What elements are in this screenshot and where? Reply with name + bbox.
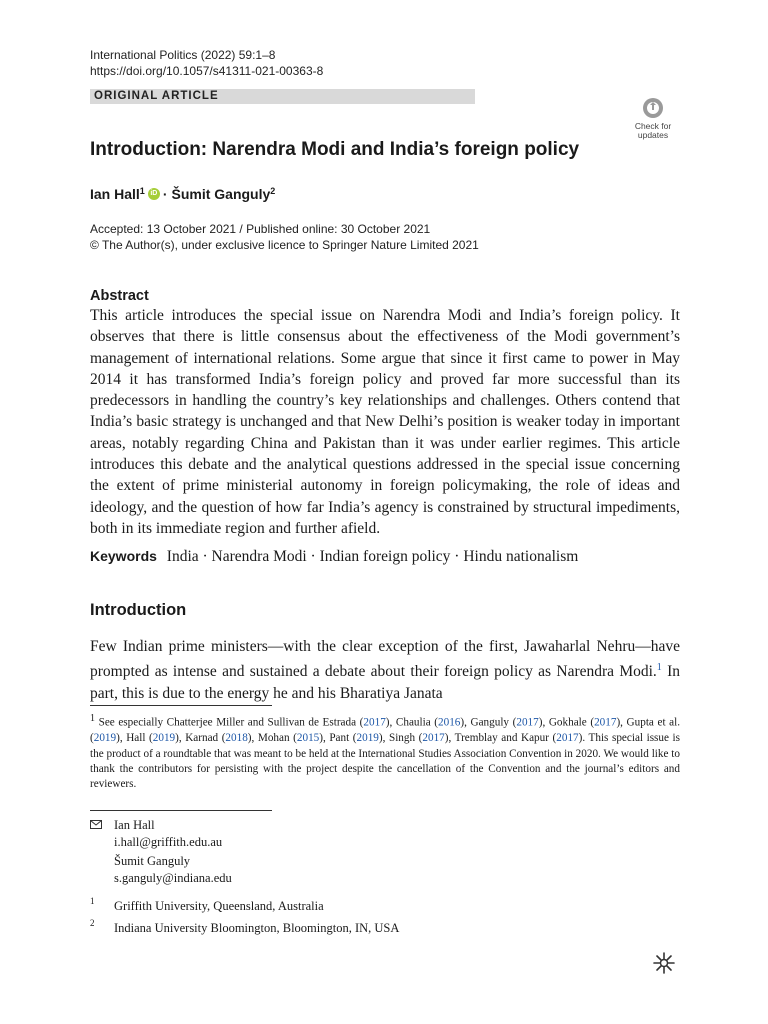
publication-dates: Accepted: 13 October 2021 / Published online: 30 October 2021 © The Author(s), under exclusive licence to Springer Nature Limited 2021 (90, 222, 479, 252)
article-title: Introduction: Narendra Modi and India’s foreign policy (90, 139, 580, 160)
keywords-label: Keywords (90, 548, 157, 564)
check-for-updates-label[interactable]: Check for updates (634, 121, 672, 140)
footnote: $^1$ See especially Chatterjee Miller and Sullivan de Estrada (2017), Chaulia (2016), Ganguly (2017), Gokhale (2017), Gupta et al. (2019), Hall (2019), Karnad (2018), Mohan (2015), Pant (2019), Singh (2017), Tremblay and Kapur (2017). This special issue is the product of a roundtable that was meant to be held at the International Studies Association Convention in 2020. We would like to thank the contributors for persisting with the project despite the cancellation of the Convention and the journal’s editors and reviewers. (90, 713, 681, 791)
journal-header (90, 47, 323, 79)
citation-link[interactable]: 2019 (356, 732, 379, 745)
abstract-heading: Abstract (90, 288, 149, 304)
keywords (90, 548, 578, 566)
citation-link[interactable]: 2019 (93, 732, 117, 745)
author-list (90, 186, 275, 202)
citation-link[interactable]: 2017 (422, 732, 445, 745)
contact-name: Šumit Ganguly (114, 854, 191, 868)
citation-link[interactable]: 2016 (438, 716, 461, 729)
orcid-icon[interactable]: iD (148, 188, 160, 200)
footnote-ref[interactable]: 1 (656, 662, 662, 674)
citation-link[interactable]: 2019 (152, 732, 176, 745)
journal-citation: International Politics (2022) 59:1–8 (90, 48, 276, 62)
citation-link[interactable]: 2017 (363, 716, 386, 729)
citation-link[interactable]: 2018 (225, 732, 248, 745)
article-type-band: ORIGINAL ARTICLE (90, 89, 475, 104)
keywords-list: India · Narendra Modi · Indian foreign policy · Hindu nationalism (166, 548, 579, 565)
citation-link[interactable]: 2015 (296, 732, 320, 745)
author-name[interactable]: Šumit Ganguly (171, 186, 271, 202)
contact-divider (90, 810, 272, 811)
citation-link[interactable]: 2017 (594, 716, 617, 729)
author-affil-ref: 2 (270, 186, 276, 196)
author-separator: · (162, 186, 168, 202)
contact-name: Ian Hall (114, 818, 155, 832)
contact-email[interactable]: i.hall@griffith.edu.au (114, 834, 223, 849)
contact-email[interactable]: s.ganguly@indiana.edu (114, 870, 232, 885)
contact-entry (114, 853, 232, 886)
contact-entry (114, 817, 222, 850)
footnote-number: 1 (90, 713, 95, 724)
citation-link[interactable]: 2017 (556, 732, 579, 745)
introduction-paragraph: Few Indian prime ministers—with the clear exception of the first, Jawaharlal Nehru—have prompted as intense and sustained a debate about their foreign policy as Narendra Modi.$^1$ In part, this is due to the energy he and his Bharatiya Janata (90, 638, 681, 702)
section-heading: Introduction (90, 601, 187, 619)
springer-horse-icon (650, 949, 678, 977)
abstract-text: This article introduces the special issue on Narendra Modi and India’s foreign policy. It observes that there is little consensus about the effectiveness of the Modi government’s management of international relations. Some argue that since it first came to power in May 2014 it has transformed India’s foreign policy and proved far more successful than its predecessors in handling the country’s key relationships and challenges. Others contend that India’s basic strategy is unchanged and that New Delhi’s position is weaker today in important areas, notably regarding China and Pakistan than it was under earlier regimes. This article introduces this debate and the analytical questions addressed in the special issue concerning the extent of prime ministerial autonomy in foreign policymaking, the role of ideas and ideology, and the question of how far India’s agency is constrained by structural impediments, both in its immediate region and further afield. (90, 307, 680, 537)
footnote-divider (90, 705, 272, 706)
author-affil-ref: 1 (139, 186, 145, 196)
envelope-icon (90, 820, 102, 829)
doi-link[interactable]: https://doi.org/10.1057/s41311-021-00363-8 (90, 64, 324, 78)
author-name[interactable]: Ian Hall (90, 186, 140, 202)
citation-link[interactable]: 2017 (516, 716, 539, 729)
